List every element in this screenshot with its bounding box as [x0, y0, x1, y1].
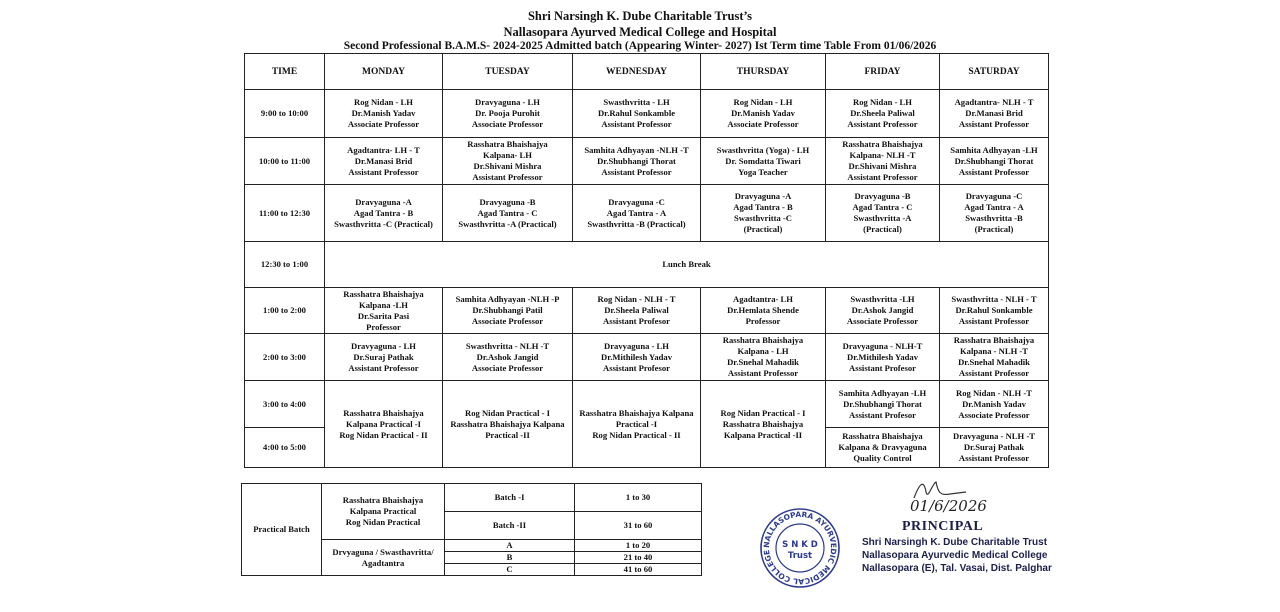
cell-line: Associate Professor: [471, 119, 544, 129]
cell-line: Agadtantra- LH - T: [347, 144, 420, 155]
cell-line: Professor: [745, 316, 781, 326]
cell-line: Dr.Shubhangi Patil: [472, 305, 543, 315]
cell-line: Assistant Profesor: [603, 362, 670, 373]
cell-line: Dr.Shubhangi Thorat: [843, 398, 922, 409]
batch-range: 31 to 60: [575, 512, 702, 540]
cell-line: Practical -I: [615, 418, 658, 429]
class-cell-thursday: [701, 90, 826, 138]
cell-line: Dr.Rahul Sonkamble: [955, 305, 1033, 315]
class-cell-friday: [826, 428, 940, 468]
cell-line: Kalpana Practical: [349, 506, 417, 516]
cell-line: Drvyaguna / Swasthavritta/: [332, 546, 434, 557]
header-tuesday: TUESDAY: [443, 54, 573, 90]
cell-line: Agad Tantra - C: [477, 207, 538, 218]
practical-cell-thursday: [701, 381, 826, 468]
class-cell-saturday: [940, 90, 1049, 138]
cell-line: Dravyaguna -A: [734, 191, 792, 201]
batch-range: 21 to 40: [575, 552, 702, 564]
cell-line: Dr.Shivani Mishra: [473, 161, 542, 171]
class-cell-thursday: [701, 185, 826, 242]
principal-college: Nallasopara Ayurvedic Medical College: [862, 550, 1048, 561]
cell-line: Rasshatra Bhaishajya: [842, 139, 923, 149]
class-cell-monday: [325, 185, 443, 242]
timetable-row: [245, 381, 1049, 428]
cell-line: Rasshatra Bhaishajya: [342, 495, 424, 505]
cell-line: Associate Professor: [846, 316, 919, 326]
time-cell: 10:00 to 11:00: [245, 138, 325, 185]
class-cell-thursday: [701, 334, 826, 381]
cell-line: Dravyaguna -C: [965, 191, 1023, 201]
class-cell-friday: [826, 288, 940, 334]
cell-line: Rog Nidan Practical: [345, 517, 421, 527]
timetable-header-row: [245, 54, 1049, 90]
cell-line: Assistant Professor: [958, 316, 1030, 326]
cell-line: Dravyaguna - LH: [351, 340, 416, 351]
class-cell-tuesday: [443, 138, 573, 185]
batch-name: Batch -II: [445, 512, 575, 540]
time-cell: 11:00 to 12:30: [245, 185, 325, 242]
cell-line: Agad Tantra - A: [606, 207, 667, 218]
cell-line: Rog Nidan Practical - II: [592, 429, 681, 440]
header-monday: MONDAY: [325, 54, 443, 90]
class-cell-monday: [325, 90, 443, 138]
cell-line: Associate Professor: [471, 316, 544, 326]
batch-row: [242, 484, 702, 512]
cell-line: Dr.Hemlata Shende: [727, 305, 799, 315]
cell-line: Dr.Shubhangi Thorat: [597, 155, 676, 166]
cell-line: Assistant Professor: [958, 368, 1030, 378]
cell-line: Rog Nidan - NLH -T: [956, 387, 1032, 398]
lunch-break-row: [245, 242, 1049, 288]
cell-line: Dr.Manish Yadav: [962, 398, 1026, 409]
cell-line: Swasthvritta - NLH -T: [465, 340, 550, 351]
header-time: TIME: [245, 54, 325, 90]
cell-line: Dr.Manish Yadav: [731, 108, 795, 118]
cell-line: Agad Tantra - B: [353, 207, 414, 218]
cell-line: Agad Tantra - C: [852, 202, 913, 212]
batch-subject-1: [322, 484, 445, 540]
cell-line: Rasshatra Bhaishajya: [343, 407, 424, 418]
timetable: [244, 53, 1049, 468]
time-cell: 12:30 to 1:00: [245, 242, 325, 288]
class-cell-wednesday: [573, 90, 701, 138]
cell-line: Dr.Mithilesh Yadav: [847, 351, 918, 362]
timetable-row: [245, 138, 1049, 185]
class-cell-monday: [325, 138, 443, 185]
cell-line: Assistant Professor: [958, 166, 1030, 177]
cell-line: Kalpana & Dravyaguna: [838, 442, 927, 452]
header-thursday: THURSDAY: [701, 54, 826, 90]
cell-line: Rog Nidan - LH: [354, 97, 413, 107]
class-cell-monday: [325, 288, 443, 334]
class-cell-thursday: [701, 288, 826, 334]
svg-text:S N K D: S N K D: [782, 540, 818, 550]
cell-line: Assistant Professor: [601, 166, 672, 177]
cell-line: Assistant Profesor: [849, 362, 916, 373]
time-cell: 1:00 to 2:00: [245, 288, 325, 334]
cell-line: Rasshatra Bhaishajya: [467, 139, 548, 149]
class-cell-monday: [325, 334, 443, 381]
cell-line: Kalpana - LH: [737, 346, 789, 356]
class-cell-wednesday: [573, 185, 701, 242]
cell-line: Dr.Manasi Brid: [354, 155, 413, 166]
cell-line: Rog Nidan - LH: [733, 97, 793, 107]
cell-line: Dr.Ashok Jangid: [851, 305, 914, 315]
cell-line: Dravyaguna - LH: [604, 340, 669, 351]
batch-subject-2: [322, 540, 445, 576]
practical-batch-label: Practical Batch: [242, 484, 322, 576]
cell-line: Rasshatra Bhaishajya: [842, 431, 923, 441]
batch-name: C: [445, 564, 575, 576]
cell-line: Rog Nidan Practical - I: [465, 407, 550, 418]
cell-line: Rog Nidan - LH: [853, 97, 912, 107]
cell-line: Dravyaguna -C: [608, 196, 665, 207]
time-cell: 4:00 to 5:00: [245, 428, 325, 468]
practical-batch-table: [241, 483, 702, 576]
cell-line: Dr.Sarita Pasi: [357, 310, 410, 321]
class-cell-saturday: [940, 428, 1049, 468]
cell-line: Dravyaguna -B: [854, 191, 911, 201]
cell-line: Dr. Somdatta Tiwari: [725, 155, 801, 166]
class-cell-saturday: [940, 288, 1049, 334]
cell-line: Rasshatra Bhaishajya: [953, 335, 1035, 345]
time-cell: 2:00 to 3:00: [245, 334, 325, 381]
cell-line: Dr.Mithilesh Yadav: [601, 351, 672, 362]
cell-line: Swasthvritta -A: [853, 213, 912, 223]
cell-line: Kalpana- NLH -T: [849, 150, 916, 160]
cell-line: Kalpana- LH: [483, 150, 532, 160]
cell-line: Dr. Pooja Purohit: [475, 108, 540, 118]
cell-line: Assistant Professor: [847, 119, 918, 129]
college-name: Nallasopara Ayurved Medical College and Hospital: [503, 25, 777, 39]
cell-line: Dr.Suraj Pathak: [963, 442, 1025, 452]
batch-name: A: [445, 540, 575, 552]
cell-line: (Practical): [863, 224, 902, 234]
cell-line: Dr.Ashok Jangid: [476, 351, 539, 362]
cell-line: Assistant Professor: [348, 166, 419, 177]
cell-line: Associate Professor: [471, 362, 544, 373]
class-cell-saturday: [940, 185, 1049, 242]
cell-line: Associate Professor: [727, 119, 799, 129]
principal-title: PRINCIPAL: [902, 519, 984, 534]
batch-range: 41 to 60: [575, 564, 702, 576]
cell-line: (Practical): [743, 224, 783, 234]
time-cell: 3:00 to 4:00: [245, 381, 325, 428]
timetable-title: Second Professional B.A.M.S- 2024-2025 Admitted batch (Appearing Winter- 2027) Ist Term time Table From 01/06/2026: [343, 40, 937, 52]
class-cell-friday: [826, 381, 940, 428]
class-cell-wednesday: [573, 138, 701, 185]
cell-line: Agad Tantra - A: [964, 202, 1024, 212]
cell-line: Samhita Adhyayan -NLH -P: [455, 294, 560, 304]
cell-line: Rasshatra Bhaishajya Kalpana: [450, 418, 565, 429]
cell-line: Professor: [366, 321, 401, 332]
cell-line: Samhita Adhyayan -NLH -T: [584, 144, 689, 155]
practical-cell-tuesday: [443, 381, 573, 468]
cell-line: Kalpana - NLH -T: [959, 346, 1029, 356]
class-cell-saturday: [940, 138, 1049, 185]
lunch-break-cell: Lunch Break: [325, 242, 1049, 288]
cell-line: Rasshatra Bhaishajya: [343, 288, 424, 299]
time-cell: 9:00 to 10:00: [245, 90, 325, 138]
cell-line: Assistant Professor: [847, 172, 918, 182]
cell-line: Practical -II: [485, 429, 530, 440]
cell-line: Rog Nidan Practical - II: [339, 429, 428, 440]
cell-line: Dr.Shubhangi Thorat: [954, 155, 1034, 166]
cell-line: Dr.Sheela Paliwal: [850, 108, 915, 118]
cell-line: Associate Professor: [347, 119, 420, 129]
cell-line: Dr.Manasi Brid: [965, 108, 1023, 118]
class-cell-thursday: [701, 138, 826, 185]
cell-line: Rasshatra Bhaishajya: [722, 418, 804, 429]
cell-line: Agadtantra: [361, 557, 405, 568]
class-cell-friday: [826, 334, 940, 381]
cell-line: Associate Professor: [958, 409, 1030, 420]
header-friday: FRIDAY: [826, 54, 940, 90]
cell-line: Samhita Adhyayan -LH: [838, 387, 927, 398]
class-cell-wednesday: [573, 334, 701, 381]
practical-cell-monday: [325, 381, 443, 468]
cell-line: Rog Nidan - NLH - T: [597, 294, 676, 304]
cell-line: Swasthvritta -A (Practical): [458, 218, 557, 229]
cell-line: Dr.Sheela Paliwal: [604, 305, 669, 315]
college-seal-stamp: [759, 507, 841, 589]
cell-line: Rasshatra Bhaishajya Kalpana: [579, 407, 694, 418]
class-cell-friday: [826, 138, 940, 185]
principal-address: Nallasopara (E), Tal. Vasai, Dist. Palghar: [862, 563, 1052, 574]
cell-line: Dravyaguna - NLH -T: [953, 431, 1035, 441]
class-cell-saturday: [940, 334, 1049, 381]
class-cell-saturday: [940, 381, 1049, 428]
cell-line: Assistant Professor: [958, 119, 1030, 129]
timetable-row: [245, 90, 1049, 138]
class-cell-wednesday: [573, 288, 701, 334]
cell-line: Assistant Professor: [727, 368, 799, 378]
cell-line: Swasthvritta -C (Practical): [334, 218, 433, 229]
class-cell-tuesday: [443, 185, 573, 242]
cell-line: Agadtantra- LH: [733, 294, 793, 304]
cell-line: Swasthvritta -B: [965, 213, 1023, 223]
header-wednesday: WEDNESDAY: [573, 54, 701, 90]
cell-line: Dr.Manish Yadav: [351, 108, 416, 118]
batch-name: B: [445, 552, 575, 564]
svg-text:Trust: Trust: [787, 551, 813, 561]
batch-name: Batch -I: [445, 484, 575, 512]
batch-range: 1 to 20: [575, 540, 702, 552]
cell-line: Swasthvritta - LH: [603, 97, 670, 107]
cell-line: Dr.Rahul Sonkamble: [597, 108, 676, 118]
batch-range: 1 to 30: [575, 484, 702, 512]
cell-line: Yoga Teacher: [738, 166, 788, 177]
class-cell-friday: [826, 185, 940, 242]
cell-line: Kalpana Practical -II: [723, 429, 803, 440]
principal-trust: Shri Narsingh K. Dube Charitable Trust: [862, 537, 1048, 548]
header-saturday: SATURDAY: [940, 54, 1049, 90]
cell-line: Assistant Professor: [601, 119, 672, 129]
cell-line: Kalpana -LH: [359, 299, 408, 310]
class-cell-friday: [826, 90, 940, 138]
cell-line: Dr.Snehal Mahadik: [727, 357, 799, 367]
class-cell-tuesday: [443, 90, 573, 138]
cell-line: Assistant Professor: [958, 453, 1030, 463]
cell-line: Dravyaguna - LH: [475, 97, 540, 107]
class-cell-tuesday: [443, 334, 573, 381]
cell-line: Dravyaguna -B: [479, 196, 536, 207]
cell-line: Dr.Snehal Mahadik: [958, 357, 1030, 367]
cell-line: Assistant Profesor: [849, 409, 916, 420]
cell-line: Kalpana Practical -I: [346, 418, 421, 429]
cell-line: Assistant Professor: [348, 362, 419, 373]
class-cell-tuesday: [443, 288, 573, 334]
cell-line: Dr.Shivani Mishra: [848, 161, 917, 171]
cell-line: Swasthvritta -LH: [850, 294, 915, 304]
timetable-row: [245, 288, 1049, 334]
cell-line: Assistant Professor: [472, 172, 543, 182]
cell-line: Agadtantra- NLH - T: [954, 97, 1034, 107]
svg-text:NALLASOPARA AYURVEDIC MEDICAL: NALLASOPARA AYURVEDIC MEDICAL COLLEGE: [761, 509, 839, 587]
trust-name: Shri Narsingh K. Dube Charitable Trust’s: [527, 9, 753, 23]
cell-line: Swasthvritta -B (Practical): [587, 218, 686, 229]
cell-line: Swasthvritta -C: [733, 213, 792, 223]
cell-line: Rasshatra Bhaishajya: [722, 335, 804, 345]
cell-line: Assistant Profesor: [603, 316, 670, 326]
cell-line: Samhita Adhyayan -LH: [950, 144, 1038, 155]
signature-date: 01/6/2026: [910, 497, 987, 515]
practical-cell-wednesday: [573, 381, 701, 468]
cell-line: Swasthvritta (Yoga) - LH: [716, 144, 810, 155]
timetable-row: [245, 334, 1049, 381]
cell-line: Rog Nidan Practical - I: [720, 407, 806, 418]
cell-line: Dravyaguna - NLH-T: [842, 340, 923, 351]
cell-line: Dravyaguna -A: [355, 196, 412, 207]
cell-line: Quality Control: [853, 453, 912, 463]
timetable-row: [245, 185, 1049, 242]
cell-line: Agad Tantra - B: [733, 202, 793, 212]
cell-line: (Practical): [974, 224, 1014, 234]
cell-line: Dr.Suraj Pathak: [353, 351, 414, 362]
cell-line: Swasthvritta - NLH - T: [951, 294, 1037, 304]
